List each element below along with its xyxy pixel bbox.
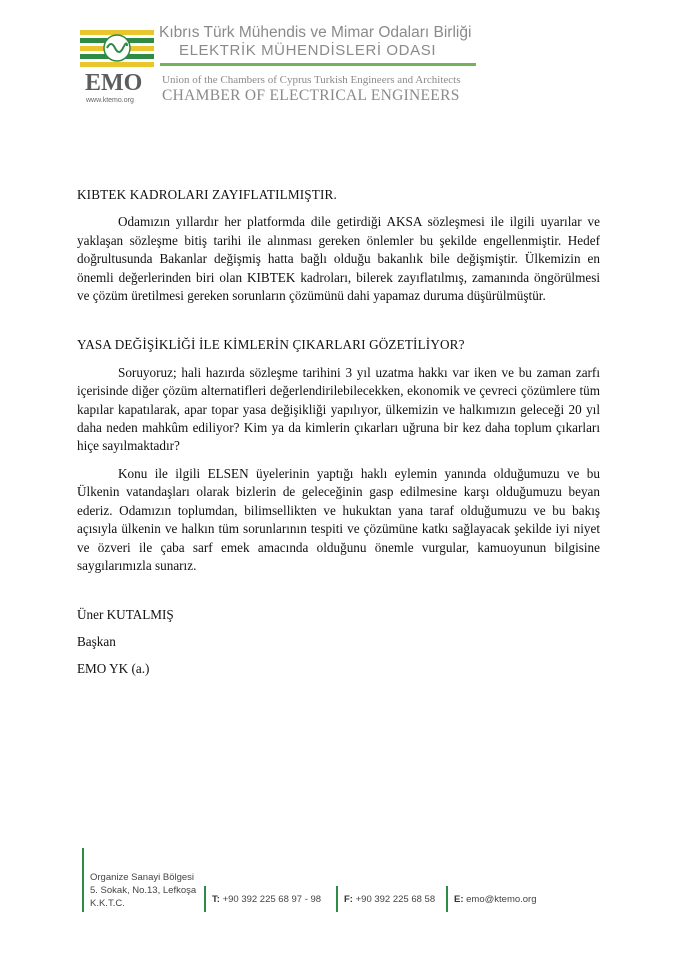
paragraph-elsen: Konu ile ilgili ELSEN üyelerinin yaptığı haklı eylemin yanında olduğumuzu ve bu Ülkenin vatandaşları olarak bizlerin de geleceğinin gasp edilmesine karşı olduğumuzu beyan ederiz. Odamızın toplumdan, bilimsellikten ve hukuktan yana taraf olduğumuzu ve bu bakış açısıyla ülkenin ve halkın tüm sorunlarının tespiti ve çözümüne katkı sağlayacak şekilde iyi niyet ve özveri ile çaba sarf emek amacında olduğunu önemle vurgular, kamuoyunun bilgisine saygılarımızla sunarız.	[77, 465, 600, 573]
footer-divider	[446, 886, 448, 912]
chamber-name-en: CHAMBER OF ELECTRICAL ENGINEERS	[162, 87, 460, 104]
emo-logo-icon	[80, 28, 154, 70]
section-heading-law-change: YASA DEĞİŞİKLİĞİ İLE KİMLERİN ÇIKARLARI GÖZETİLİYOR?	[77, 337, 465, 353]
phone-number: +90 392 225 68 97 - 98	[222, 894, 322, 905]
phone-label: T:	[212, 894, 220, 905]
paragraph-kibtek: Odamızın yıllardır her platformda dile getirdiği AKSA sözleşmesi ile ilgili uyarılar ve yaklaşan sözleşme bitiş tarihi ile alınması gereken önlemler bu şekilde engellenmiştir. Hedef doğrultusunda Bakanlar değişmiş hatta bağlı olduğu bakanlık bile değişmiştir. Ülkemizin en önemli değerlerinden biri olan KIBTEK kadroları, bilerek zayıflatılmış, zamanında öngörülmesi ve çözüm üretilmesi gereken sorunların çözümünü dahi yapamaz duruma düşürülmüştür.	[77, 214, 600, 304]
address-line: 5. Sokak, No.13, Lefkoşa	[90, 885, 197, 896]
header-divider	[160, 63, 476, 66]
chamber-name-tr: ELEKTRİK MÜHENDİSLERİ ODASI	[179, 42, 437, 59]
org-name-en: Union of the Chambers of Cyprus Turkish Engineers and Architects	[162, 74, 461, 86]
footer-divider	[82, 848, 84, 912]
letter-footer	[82, 848, 582, 912]
paragraph-question: Soruyoruz; hali hazırda sözleşme tarihini 3 yıl uzatma hakkı var iken ve bu zaman zarfı içerisinde diğer çözüm alternatifleri değerlendirilebilecekken, ekonomik ve çevreci çözümlere tüm kapılar kapatılarak, apar topar yasa değişikliği yapılıyor, ülkemizin ve halkımızın geleceği 20 yıl daha neden mahkûm ediliyor? Kim ya da kimlerin çıkarları uğruna bir kez daha toplum çıkarları hiçe sayılmaktadır?	[77, 364, 600, 454]
signatory-org: EMO YK (a.)	[77, 661, 150, 677]
footer-fax	[344, 894, 435, 905]
fax-label: F:	[344, 894, 353, 905]
footer-divider	[336, 886, 338, 912]
emo-logo	[80, 28, 156, 106]
email-address[interactable]: emo@ktemo.org	[466, 894, 537, 905]
signatory-title: Başkan	[77, 634, 116, 650]
section-heading-kibtek: KIBTEK KADROLARI ZAYIFLATILMIŞTIR.	[77, 187, 337, 202]
address-line: Organize Sanayi Bölgesi	[90, 872, 195, 883]
org-name-tr: Kıbrıs Türk Mühendis ve Mimar Odaları Birliği	[159, 24, 472, 41]
address-line: K.K.T.C.	[90, 898, 125, 909]
letter-body	[77, 186, 600, 687]
logo-wordmark: EMO	[85, 70, 143, 96]
letterhead	[80, 24, 480, 106]
footer-email	[454, 894, 537, 905]
footer-address	[90, 871, 196, 910]
email-label: E:	[454, 894, 464, 905]
footer-phone	[212, 894, 321, 905]
logo-website: www.ktemo.org	[86, 97, 134, 104]
footer-divider	[204, 886, 206, 912]
fax-number: +90 392 225 68 58	[355, 894, 436, 905]
signatory-name: Üner KUTALMIŞ	[77, 607, 174, 623]
